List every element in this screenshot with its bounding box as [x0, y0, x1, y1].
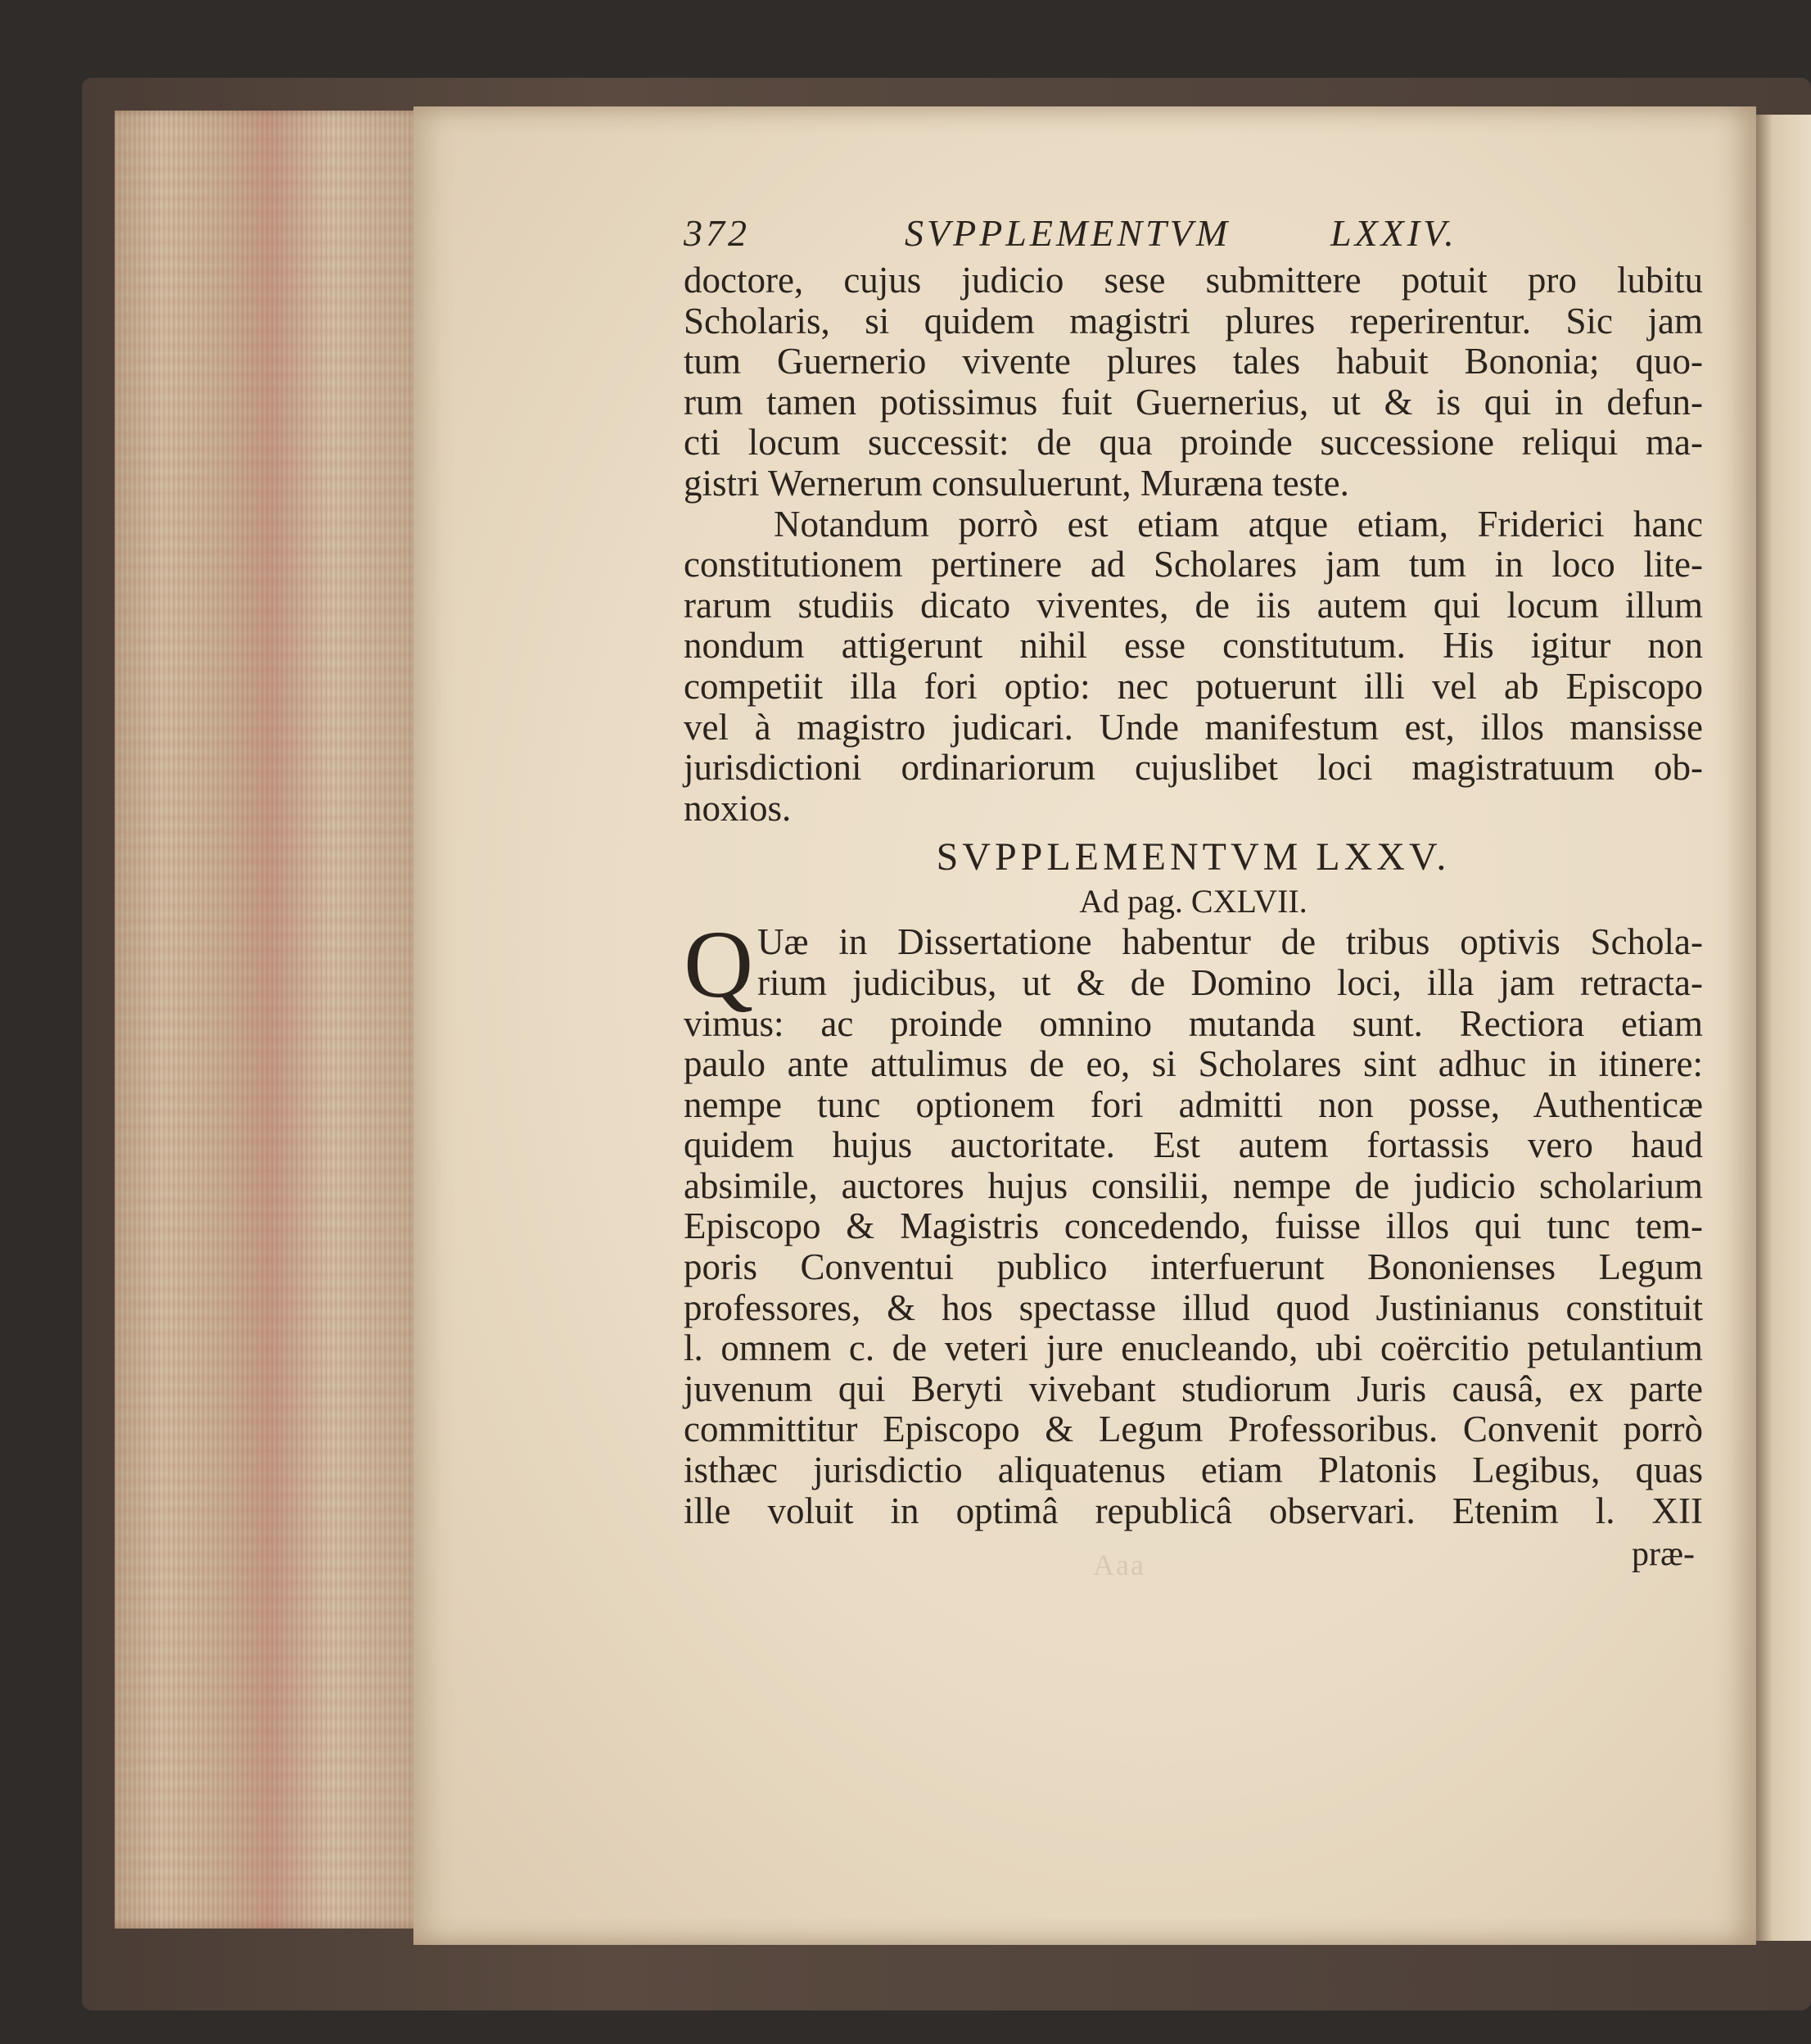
text-line: vel à magistro judicari. Unde manifestum est, illos mansisse: [684, 706, 1703, 748]
text-line: absimile, auctores hujus consilii, nempe de judicio scholarium: [684, 1164, 1703, 1206]
text-line: rarum studiis dicato viventes, de iis autem qui locum illum: [684, 584, 1703, 626]
text-line: noxios.: [684, 787, 792, 829]
text-line: nondum attigerunt nihil esse constitutum. His igitur non: [684, 625, 1703, 667]
running-numeral: LXXIV.: [1330, 212, 1457, 254]
text-line: Episcopo & Magistris concedendo, fuisse illos qui tunc tem-: [684, 1205, 1703, 1247]
text-line: rium judicibus, ut & de Domino loci, illa jam retracta-: [757, 961, 1703, 1003]
text-block: [684, 203, 1703, 1582]
text-line: committitur Episcopo & Legum Professoribus. Convenit porrò: [684, 1409, 1703, 1450]
text-line: juvenum qui Beryti vivebant studiorum Juris causâ, ex parte: [684, 1368, 1703, 1409]
text-line: gistri Wernerum consuluerunt, Muræna teste.: [684, 462, 1349, 504]
text-line: paulo ante attulimus de eo, si Scholares sint adhuc in itinere:: [684, 1043, 1703, 1085]
facing-page-edge: [1756, 115, 1811, 1941]
text-line: rum tamen potissimus fuit Guernerius, ut & is qui in defun-: [684, 381, 1703, 423]
drop-cap: Q: [684, 911, 754, 1019]
text-line: isthæc jurisdictio aliquatenus etiam Platonis Legibus, quas: [684, 1449, 1703, 1491]
book-page: [413, 106, 1756, 1945]
text-line: competiit illa fori optio: nec potuerunt illi vel ab Episcopo: [684, 665, 1703, 707]
text-line: doctore, cujus judicio sese submittere potuit pro lubitu: [684, 260, 1703, 301]
catchword: præ-: [1632, 1535, 1695, 1574]
text-line: tum Guernerio vivente plures tales habuit Bononia; quo-: [684, 341, 1703, 382]
text-line: nempe tunc optionem fori admitti non posse, Authenticæ: [684, 1083, 1703, 1125]
text-line: Scholaris, si quidem magistri plures reperirentur. Sic jam: [684, 300, 1703, 341]
text-line: quidem hujus auctoritate. Est autem fortassis vero haud: [684, 1124, 1703, 1166]
section-reference: Ad pag. CXLVII.: [1079, 883, 1307, 920]
catchword-row: [684, 1531, 1703, 1582]
page-edges: [115, 111, 426, 1929]
text-line: vimus: ac proinde omnino mutanda sunt. Rectiora etiam: [684, 1002, 1703, 1044]
text-line: constitutionem pertinere ad Scholares jam tum in loco lite-: [684, 544, 1703, 586]
text-line: l. omnem c. de veteri jure enucleando, ubi coërcitio petulantium: [684, 1327, 1703, 1369]
page-number: 372: [684, 212, 750, 254]
bleed-through-signature: Aaa: [1093, 1549, 1145, 1582]
running-head: [684, 203, 1703, 260]
text-line: cti locum successit: de qua proinde successione reliqui ma-: [684, 422, 1703, 464]
running-title: SVPPLEMENTVM: [905, 212, 1231, 254]
paragraph-3: [684, 911, 1703, 1531]
text-line: ille voluit in optimâ republicâ observari. Etenim l. XII: [684, 1490, 1703, 1531]
text-line: jurisdictioni ordinariorum cujuslibet loci magistratuum ob-: [684, 747, 1703, 789]
text-line: professores, & hos spectasse illud quod Justinianus constituit: [684, 1287, 1703, 1328]
section-title: SVPPLEMENTVM LXXV.: [936, 835, 1451, 880]
paragraph-2: [684, 504, 1703, 830]
text-line: poris Conventui publico interfuerunt Bononienses Legum: [684, 1246, 1703, 1288]
paragraph-1: [684, 260, 1703, 504]
text-line: Notandum porrò est etiam atque etiam, Friderici hanc: [774, 503, 1703, 545]
text-line: Uæ in Dissertatione habentur de tribus optivis Schola-: [757, 921, 1703, 963]
